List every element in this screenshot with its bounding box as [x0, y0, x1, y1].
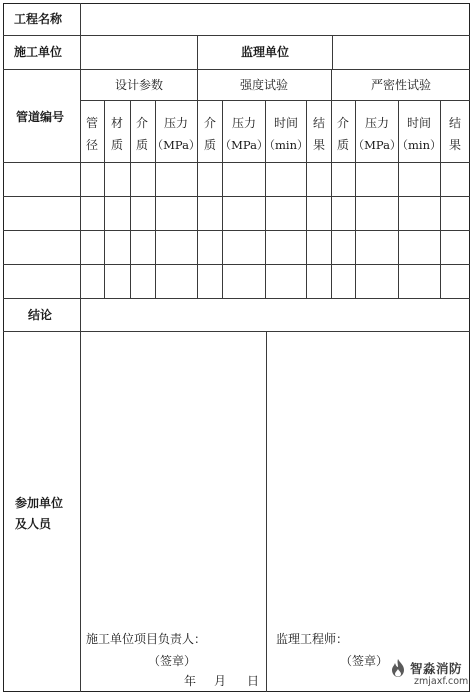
col-strength-medium-2: 质: [203, 138, 217, 152]
rule-v-col-2: [130, 100, 131, 298]
col-material-1: 材: [110, 116, 124, 130]
col-tightness-result-2: 果: [448, 138, 462, 152]
supervision-seal-label: （签章）: [340, 654, 389, 668]
rule-v-col-6: [265, 100, 266, 298]
col-medium-2: 质: [135, 138, 149, 152]
rule-v-col-3: [155, 100, 156, 298]
rule-h3: [81, 100, 470, 101]
date-month-label: 月: [214, 674, 227, 688]
participants-label-line2: 及人员: [15, 517, 52, 531]
col-tightness-medium-1: 介: [336, 116, 350, 130]
col-pipe-diameter-1: 管: [85, 116, 99, 130]
col-strength-pressure-unit: （MPa）: [219, 138, 269, 152]
col-strength-time-unit: （min）: [263, 138, 309, 152]
col-strength-result-2: 果: [312, 138, 326, 152]
col-tightness-time-label: 时间: [406, 116, 432, 130]
rule-v-col-11: [440, 100, 441, 298]
col-tightness-time-unit: （min）: [396, 138, 442, 152]
rule-v-col-7: [306, 100, 307, 298]
rule-v-group-1: [197, 69, 198, 298]
watermark-title: 智淼消防: [410, 661, 463, 676]
col-medium-1: 介: [135, 116, 149, 130]
rule-h9: [3, 331, 470, 332]
supervision-unit-label: 监理单位: [240, 45, 290, 59]
supervising-engineer-label: 监理工程师：: [276, 632, 349, 646]
rule-v-col-9: [355, 100, 356, 298]
col-tightness-medium-2: 质: [336, 138, 350, 152]
rule-h6: [3, 230, 470, 231]
tightness-test-header: 严密性试验: [370, 78, 432, 92]
rule-h7: [3, 264, 470, 265]
col-tightness-pressure-unit: （MPa）: [352, 138, 402, 152]
date-day-label: 日: [247, 674, 260, 688]
watermark-url: zmjaxf.com: [414, 676, 469, 687]
pipe-no-label: 管道编号: [16, 110, 65, 124]
rule-h4: [3, 162, 470, 163]
flame-logo-icon: [388, 658, 408, 678]
col-material-2: 质: [110, 138, 124, 152]
rule-v-supervision-value: [332, 35, 333, 69]
project-name-label: 工程名称: [14, 12, 63, 26]
form-frame: [3, 3, 470, 692]
col-pipe-diameter-2: 径: [85, 138, 99, 152]
rule-v-col-1: [104, 100, 105, 298]
rule-v-label: [80, 3, 81, 692]
construction-seal-label: （签章）: [148, 654, 197, 668]
rule-h5: [3, 196, 470, 197]
rule-v-col-10: [398, 100, 399, 298]
rule-h2: [3, 69, 470, 70]
participants-label-line1: 参加单位: [15, 496, 64, 510]
col-strength-time-label: 时间: [273, 116, 299, 130]
design-params-header: 设计参数: [114, 78, 164, 92]
rule-v-supervision-label: [197, 35, 198, 69]
conclusion-label: 结论: [28, 308, 53, 322]
construction-unit-label: 施工单位: [14, 45, 63, 59]
rule-v-col-5: [222, 100, 223, 298]
strength-test-header: 强度试验: [239, 78, 289, 92]
rule-h8: [3, 298, 470, 299]
col-strength-pressure-label: 压力: [231, 116, 257, 130]
rule-v-signatures: [266, 331, 267, 692]
col-tightness-result-1: 结: [448, 116, 462, 130]
col-strength-medium-1: 介: [203, 116, 217, 130]
date-year-label: 年: [184, 674, 197, 688]
col-pressure-label: 压力: [163, 116, 189, 130]
col-pressure-unit: （MPa）: [151, 138, 201, 152]
construction-manager-label: 施工单位项目负责人：: [86, 632, 207, 646]
rule-v-group-2: [331, 69, 332, 298]
col-strength-result-1: 结: [312, 116, 326, 130]
col-tightness-pressure-label: 压力: [364, 116, 390, 130]
rule-h1: [3, 35, 470, 36]
